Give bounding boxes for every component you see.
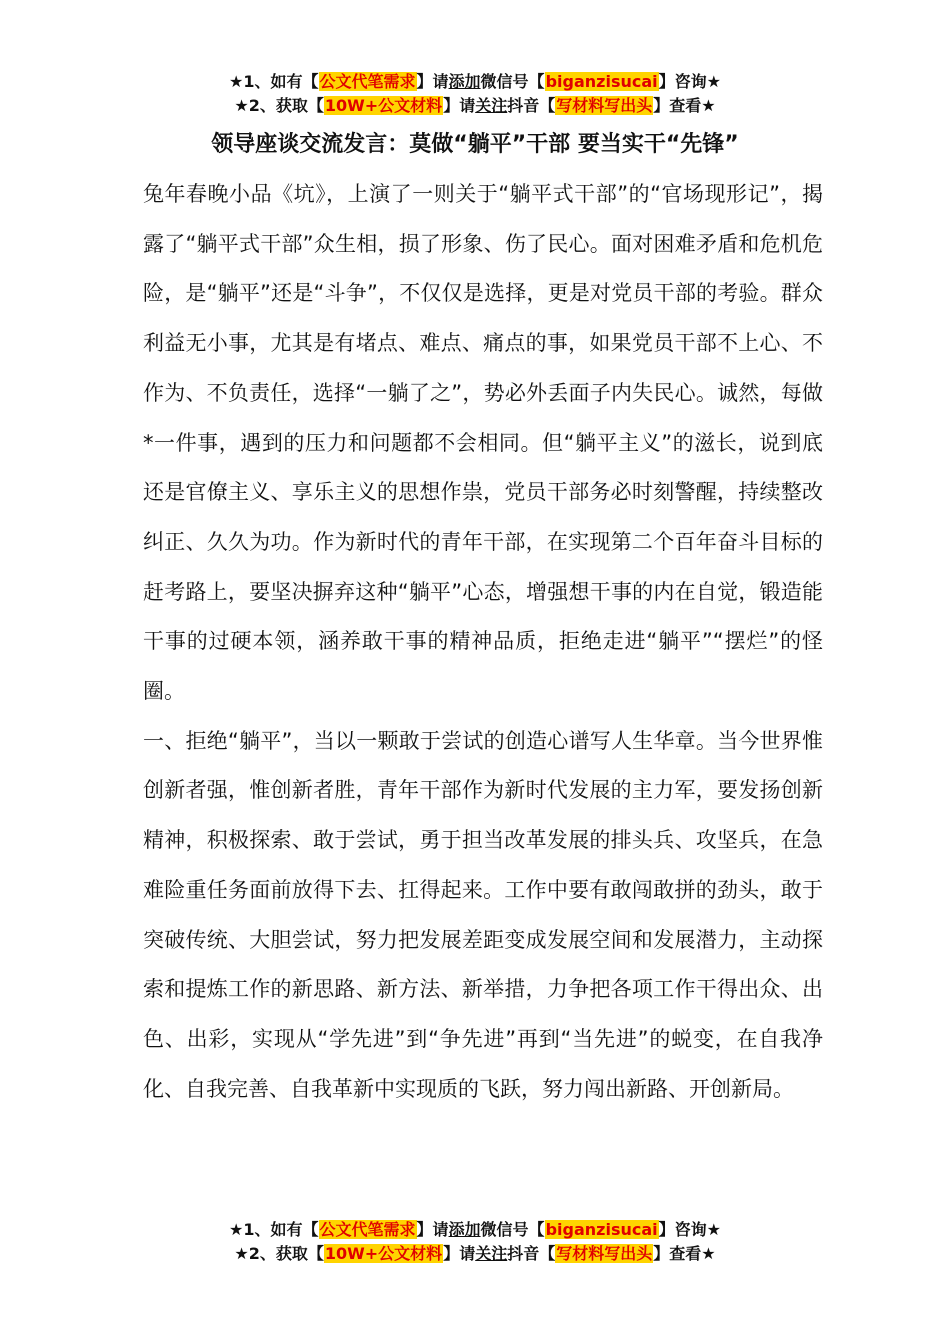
promo-text: ★1、如有【 <box>229 72 319 91</box>
promo-text: 】查看★ <box>653 1244 716 1263</box>
promo-highlight: 10W+公文材料 <box>324 1244 443 1263</box>
promo-highlight: 公文代笔需求 <box>319 1220 416 1239</box>
promo-text: 】请 <box>443 96 476 115</box>
promo-highlight: biganzisucai <box>545 72 658 91</box>
promo-line-1 <box>0 70 950 94</box>
promo-text: 微信号【 <box>480 1220 545 1239</box>
body-paragraph: 兔年春晚小品《坑》，上演了一则关于“躺平式干部”的“官场现形记”，揭露了“躺平式干部”众生相，损了形象、伤了民心。面对困难矛盾和危机危险，是“躺平”还是“斗争”，不仅仅是选择，更是对党员干部的考验。群众利益无小事，尤其是有堵点、难点、痛点的事，如果党员干部不上心、不作为、不负责任，选择“一躺了之”，势必外丢面子内失民心。诚然，每做*一件事，遇到的压力和问题都不会相同。但“躺平主义”的滋长，说到底还是官僚主义、享乐主义的思想作祟，党员干部务必时刻警醒，持续整改纠正、久久为功。作为新时代的青年干部，在实现第二个百年奋斗目标的赶考路上，要坚决摒弃这种“躺平”心态，增强想干事的内在自觉，锻造能干事的过硬本领，涵养敢干事的精神品质，拒绝走进“躺平”“摆烂”的怪圈。 <box>143 182 823 704</box>
promo-underlined: 添加 <box>448 72 481 91</box>
promo-text: 】咨询★ <box>658 72 721 91</box>
promo-line-2 <box>0 94 950 118</box>
promo-text: 抖音【 <box>507 1244 556 1263</box>
promo-text: 抖音【 <box>507 96 556 115</box>
document-body <box>143 170 823 1114</box>
promo-text: 】查看★ <box>653 96 716 115</box>
promo-highlight: biganzisucai <box>545 1220 658 1239</box>
promo-highlight: 公文代笔需求 <box>319 72 416 91</box>
document-title: 领导座谈交流发言：莫做“躺平”干部 要当实干“先锋” <box>211 132 739 157</box>
promo-text: 微信号【 <box>480 72 545 91</box>
promo-text: ★2、获取【 <box>234 96 324 115</box>
promo-line-1 <box>0 1218 950 1242</box>
promo-highlight: 写材料写出头 <box>556 96 653 115</box>
promo-line-2 <box>0 1242 950 1266</box>
promo-text: 】请 <box>416 72 449 91</box>
promo-underlined: 关注 <box>475 96 508 115</box>
body-paragraph: 一、拒绝“躺平”，当以一颗敢于尝试的创造心谱写人生华章。当今世界惟创新者强，惟创新者胜，青年干部作为新时代发展的主力军，要发扬创新精神，积极探索、敢于尝试，勇于担当改革发展的排头兵、攻坚兵，在急难险重任务面前放得下去、扛得起来。工作中要有敢闯敢拼的劲头，敢于突破传统、大胆尝试，努力把发展差距变成发展空间和发展潜力，主动探索和提炼工作的新思路、新方法、新举措，力争把各项工作干得出众、出色、出彩，实现从“学先进”到“争先进”再到“当先进”的蜕变，在自我净化、自我完善、自我革新中实现质的飞跃，努力闯出新路、开创新局。 <box>143 728 823 1101</box>
promo-text: 】请 <box>443 1244 476 1263</box>
promo-banner-top <box>0 70 950 118</box>
promo-highlight: 写材料写出头 <box>556 1244 653 1263</box>
promo-banner-bottom <box>0 1218 950 1266</box>
promo-underlined: 添加 <box>448 1220 481 1239</box>
promo-text: ★2、获取【 <box>234 1244 324 1263</box>
promo-underlined: 关注 <box>475 1244 508 1263</box>
promo-text: 】咨询★ <box>658 1220 721 1239</box>
promo-highlight: 10W+公文材料 <box>324 96 443 115</box>
promo-text: ★1、如有【 <box>229 1220 319 1239</box>
promo-text: 】请 <box>416 1220 449 1239</box>
